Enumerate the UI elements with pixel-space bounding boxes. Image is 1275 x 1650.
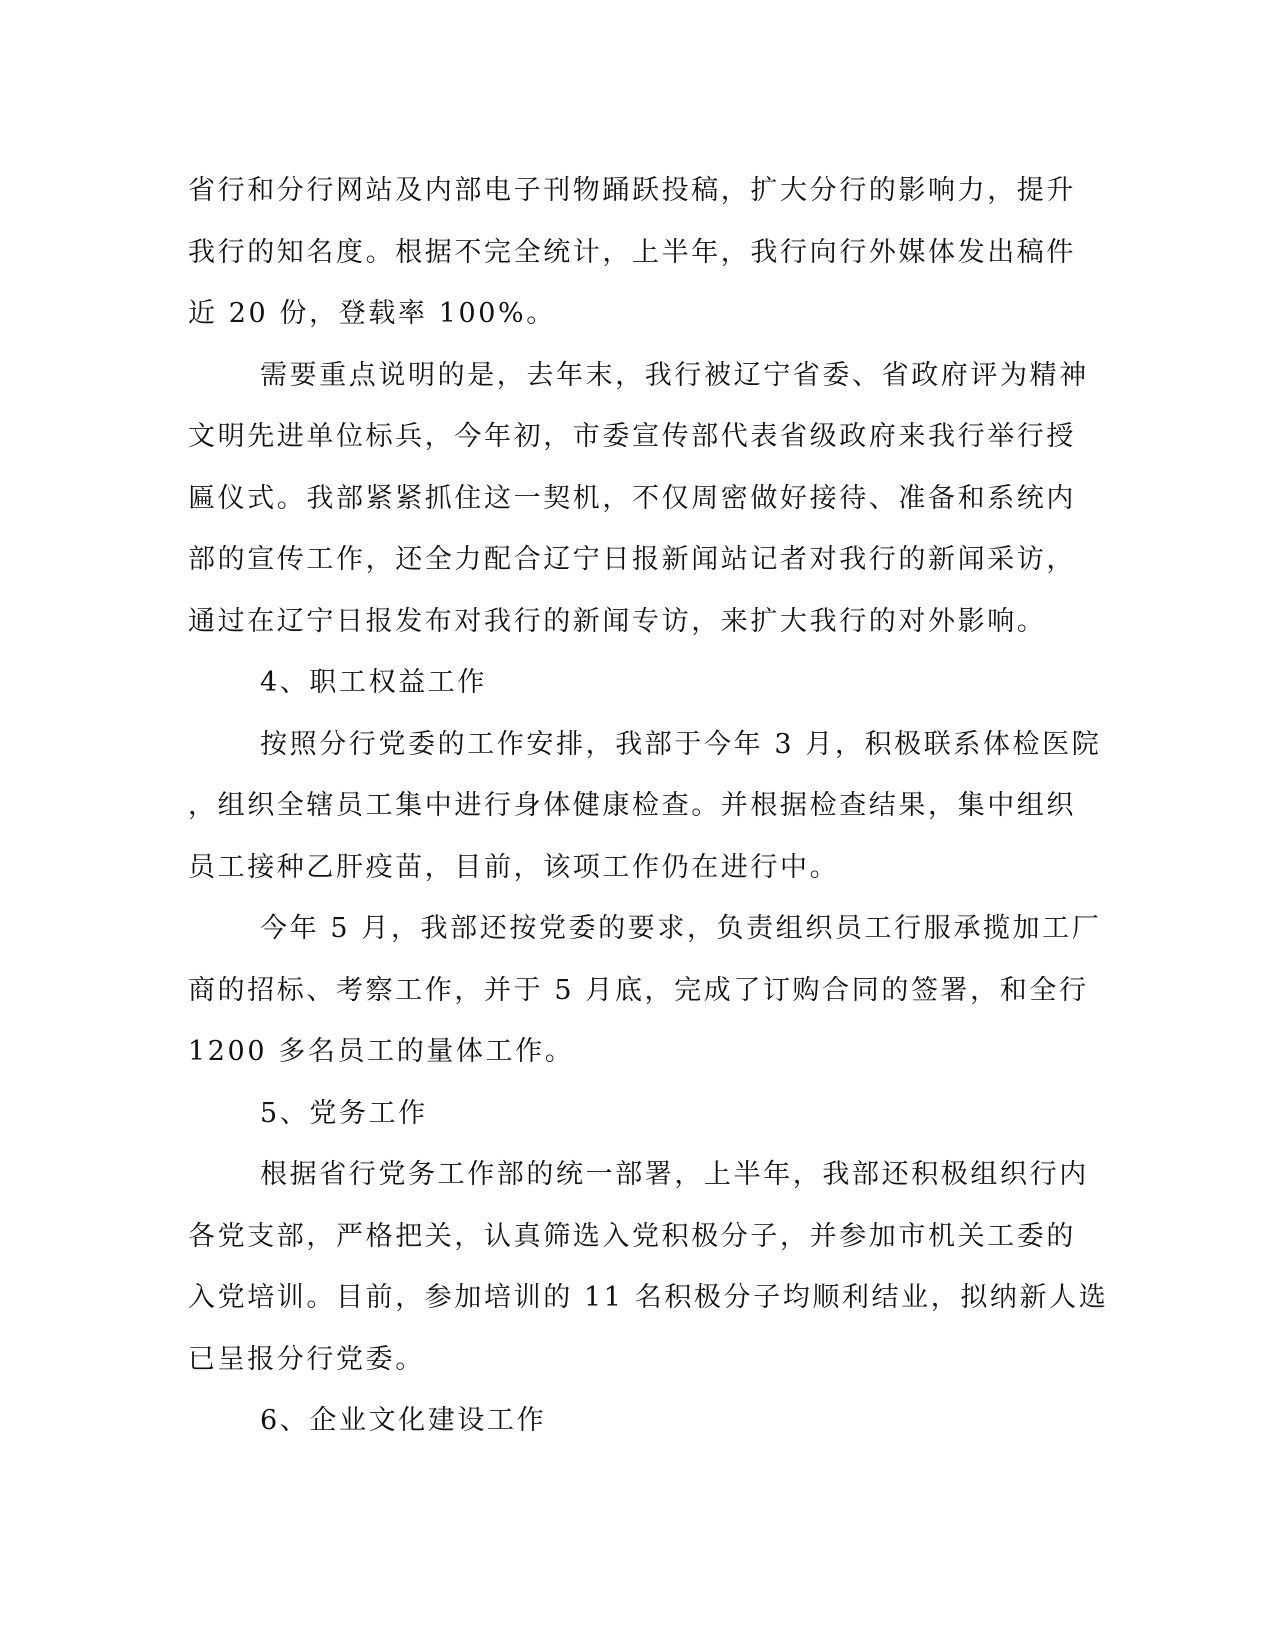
text-line: 今年 5 月，我部还按党委的要求，负责组织员工行服承揽加工厂 (260, 913, 1102, 944)
text-line: 省行和分行网站及内部电子刊物踊跃投稿，扩大分行的影响力，提升 (188, 175, 1076, 206)
text-line: 根据省行党务工作部的统一部署，上半年，我部还积极组织行内 (260, 1159, 1089, 1190)
section-heading-party-affairs (188, 1083, 1068, 1145)
text-line: 近 20 份，登载率 100%。 (188, 298, 556, 329)
text-line: 部的宣传工作，还全力配合辽宁日报新闻站记者对我行的新闻采访， (188, 544, 1076, 575)
section-heading: 4、职工权益工作 (260, 667, 487, 698)
section-heading-corporate-culture (188, 1390, 1068, 1452)
section-heading-employee-rights (188, 652, 1068, 714)
text-line: 已呈报分行党委。 (188, 1343, 425, 1375)
document-body (188, 160, 1109, 1452)
text-line: 需要重点说明的是，去年末，我行被辽宁省委、省政府评为精神 (260, 359, 1089, 391)
text-line: 匾仪式。我部紧紧抓住这一契机，不仅周密做好接待、准备和系统内 (188, 482, 1076, 514)
text-line: 文明先进单位标兵，今年初，市委宣传部代表省级政府来我行举行授 (188, 421, 1076, 452)
section-heading: 6、企业文化建设工作 (260, 1405, 547, 1436)
text-line: 按照分行党委的工作安排，我部于今年 3 月，积极联系体检医院 (260, 728, 1102, 760)
paragraph-party-training (188, 1144, 1109, 1390)
text-line: 入党培训。目前，参加培训的 11 名积极分子均顺利结业，拟纳新人选 (188, 1282, 1109, 1313)
paragraph-uniform-tender (188, 898, 1102, 1083)
paragraph-civilization-award (188, 345, 1089, 653)
text-line: 通过在辽宁日报发布对我行的新闻专访，来扩大我行的对外影响。 (188, 605, 1047, 637)
text-line: 员工接种乙肝疫苗，目前，该项工作仍在进行中。 (188, 851, 840, 883)
text-line: 1200 多名员工的量体工作。 (188, 1036, 575, 1067)
paragraph-health-check (188, 714, 1102, 899)
text-line: 各党支部，严格把关，认真筛选入党积极分子，并参加市机关工委的 (188, 1220, 1076, 1252)
paragraph-media-submissions (188, 160, 1076, 345)
text-line: 商的招标、考察工作，并于 5 月底，完成了订购合同的签署，和全行 (188, 974, 1089, 1006)
text-line: 我行的知名度。根据不完全统计，上半年，我行向行外媒体发出稿件 (188, 236, 1076, 268)
text-line: ，组织全辖员工集中进行身体健康检查。并根据检查结果，集中组织 (188, 790, 1076, 821)
section-heading: 5、党务工作 (260, 1097, 428, 1129)
